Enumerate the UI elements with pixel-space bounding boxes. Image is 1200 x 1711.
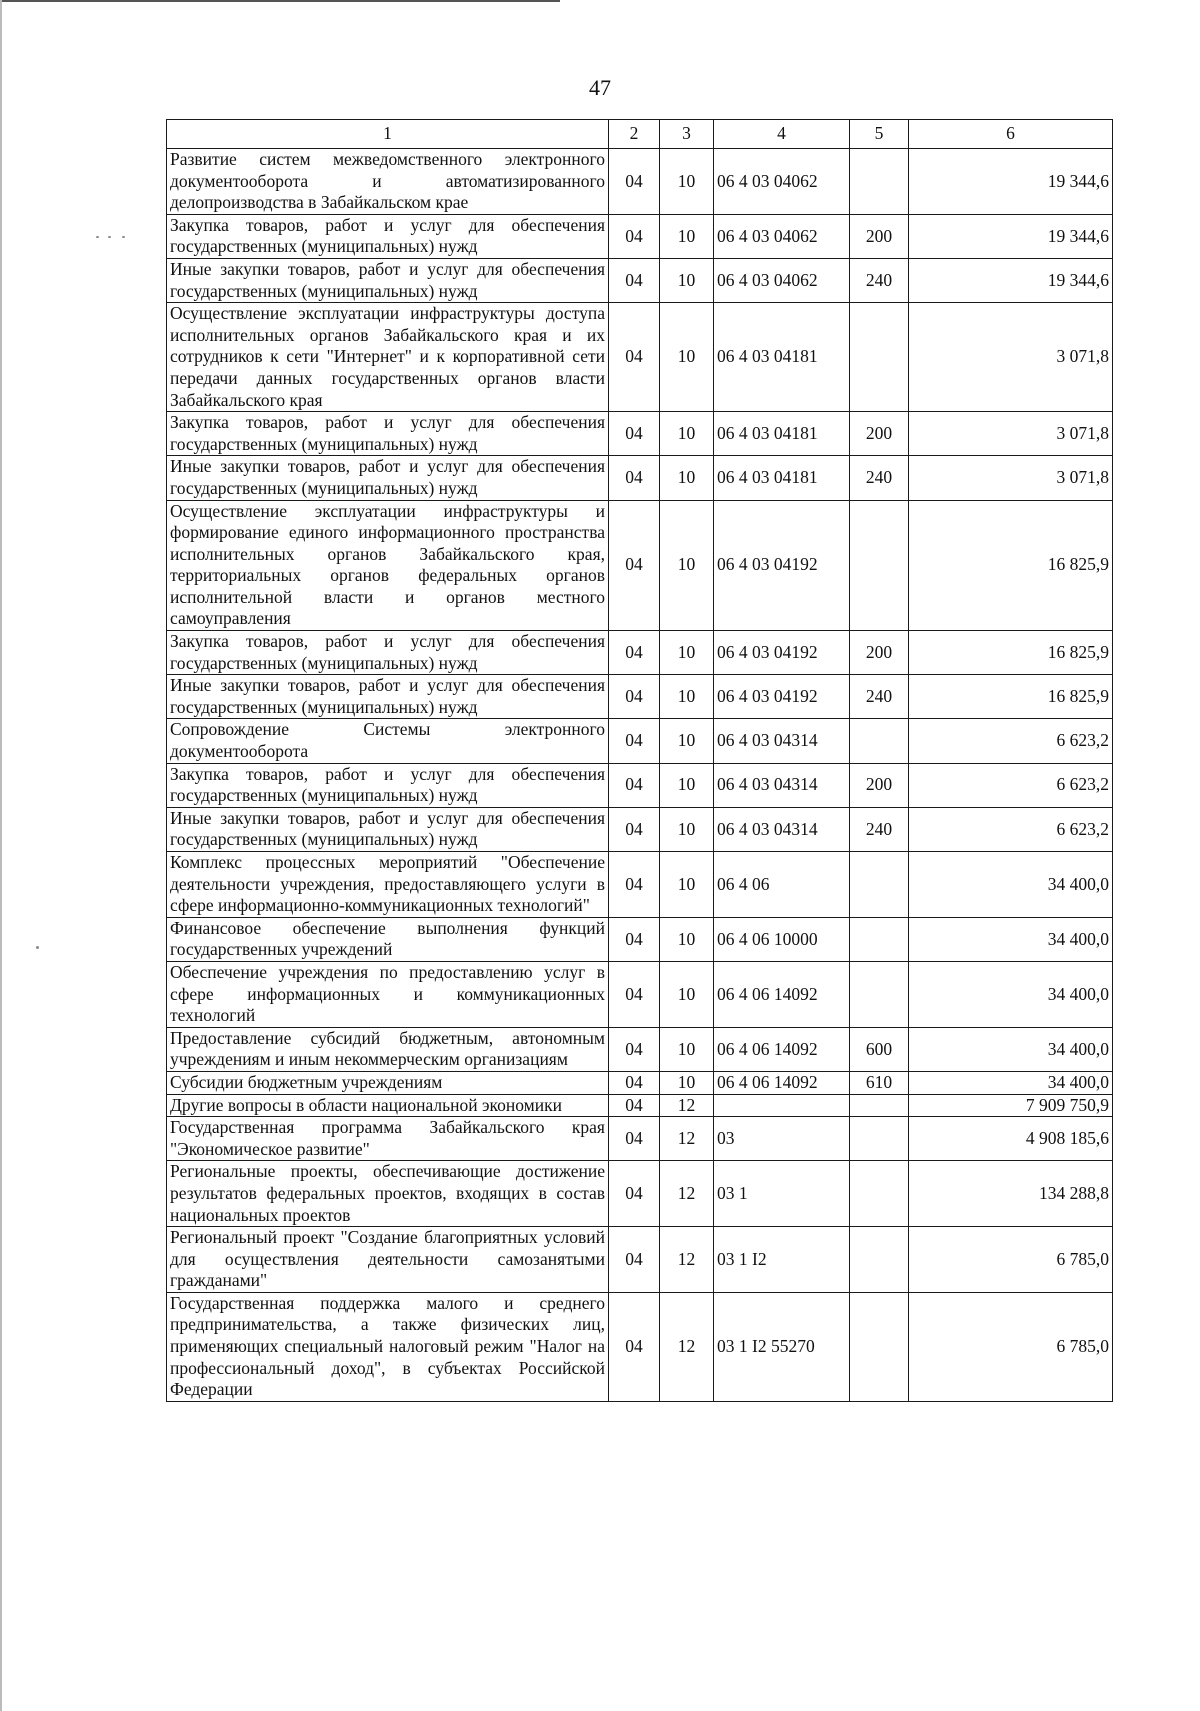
subsection-code: 12 [660,1117,714,1161]
row-description: Финансовое обеспечение выполнения функций государственных учреждений [167,917,609,961]
row-description: Осуществление эксплуатации инфраструктуры доступа исполнительных органов Забайкальского края и их сотрудников к сети "Интернет" и к корпоративной сети передачи данных государственных органов власти Забайкальского края [167,303,609,412]
subsection-code: 10 [660,1071,714,1094]
table-row [167,1027,1113,1071]
table-row [167,807,1113,851]
subsection-code: 10 [660,807,714,851]
expense-type-code [850,917,909,961]
section-code: 04 [609,258,660,302]
expense-type-code [850,852,909,918]
table-row [167,961,1113,1027]
target-article-code: 06 4 03 04314 [714,763,850,807]
subsection-code: 10 [660,1027,714,1071]
subsection-code: 12 [660,1094,714,1117]
amount: 16 825,9 [909,675,1113,719]
section-code: 04 [609,149,660,215]
column-header: 4 [714,120,850,149]
table-row [167,1071,1113,1094]
row-description: Иные закупки товаров, работ и услуг для обеспечения государственных (муниципальных) нужд [167,258,609,302]
subsection-code: 12 [660,1227,714,1293]
subsection-code: 10 [660,763,714,807]
row-description: Осуществление эксплуатации инфраструктуры и формирование единого информационного пространства исполнительных органов Забайкальского края, территориальных органов федеральных органов исполнительной власти и органов местного самоуправления [167,500,609,631]
expense-type-code [850,149,909,215]
table-row [167,149,1113,215]
subsection-code: 10 [660,214,714,258]
amount: 3 071,8 [909,303,1113,412]
target-article-code: 06 4 03 04181 [714,303,850,412]
expense-type-code: 200 [850,631,909,675]
subsection-code: 10 [660,456,714,500]
section-code: 04 [609,303,660,412]
subsection-code: 10 [660,719,714,763]
section-code: 04 [609,1117,660,1161]
scan-speck [122,236,125,238]
row-description: Предоставление субсидий бюджетным, автономным учреждениям и иным некоммерческим организациям [167,1027,609,1071]
target-article-code: 06 4 03 04062 [714,258,850,302]
section-code: 04 [609,412,660,456]
target-article-code: 06 4 03 04314 [714,719,850,763]
table-row [167,852,1113,918]
page-number: 47 [589,75,611,100]
table-row [167,1227,1113,1293]
target-article-code: 03 1 I2 55270 [714,1292,850,1401]
expense-type-code [850,1292,909,1401]
subsection-code: 10 [660,961,714,1027]
section-code: 04 [609,1292,660,1401]
table-row [167,631,1113,675]
table-row [167,675,1113,719]
table-row [167,917,1113,961]
row-description: Региональные проекты, обеспечивающие достижение результатов федеральных проектов, входящих в состав национальных проектов [167,1161,609,1227]
row-description: Государственная программа Забайкальского края "Экономическое развитие" [167,1117,609,1161]
subsection-code: 10 [660,412,714,456]
section-code: 04 [609,763,660,807]
amount: 6 623,2 [909,719,1113,763]
target-article-code: 06 4 03 04192 [714,631,850,675]
subsection-code: 12 [660,1292,714,1401]
amount: 3 071,8 [909,456,1113,500]
expense-type-code [850,303,909,412]
scan-edge-line [0,0,560,2]
column-header: 6 [909,120,1113,149]
target-article-code: 06 4 06 10000 [714,917,850,961]
table-row [167,214,1113,258]
target-article-code: 06 4 06 14092 [714,1071,850,1094]
target-article-code: 03 1 I2 [714,1227,850,1293]
row-description: Закупка товаров, работ и услуг для обеспечения государственных (муниципальных) нужд [167,214,609,258]
row-description: Другие вопросы в области национальной экономики [167,1094,609,1117]
amount: 6 785,0 [909,1292,1113,1401]
row-description: Региональный проект "Создание благоприятных условий для осуществления деятельности самозанятыми гражданами" [167,1227,609,1293]
expense-type-code: 200 [850,214,909,258]
section-code: 04 [609,1161,660,1227]
column-header: 3 [660,120,714,149]
target-article-code: 06 4 06 [714,852,850,918]
expense-type-code [850,961,909,1027]
table-header-row [167,120,1113,149]
row-description: Закупка товаров, работ и услуг для обеспечения государственных (муниципальных) нужд [167,412,609,456]
row-description: Иные закупки товаров, работ и услуг для обеспечения государственных (муниципальных) нужд [167,456,609,500]
section-code: 04 [609,1027,660,1071]
expense-type-code: 600 [850,1027,909,1071]
table-row [167,412,1113,456]
amount: 7 909 750,9 [909,1094,1113,1117]
expense-type-code: 610 [850,1071,909,1094]
table-row [167,763,1113,807]
scan-speck [36,946,39,949]
row-description: Комплекс процессных мероприятий "Обеспечение деятельности учреждения, предоставляющего услуги в сфере информационно-коммуникационных технологий" [167,852,609,918]
amount: 34 400,0 [909,1027,1113,1071]
subsection-code: 12 [660,1161,714,1227]
expense-type-code: 240 [850,807,909,851]
expense-type-code [850,1117,909,1161]
section-code: 04 [609,675,660,719]
expense-type-code: 240 [850,258,909,302]
scan-speck [108,236,111,238]
table-row [167,258,1113,302]
row-description: Иные закупки товаров, работ и услуг для обеспечения государственных (муниципальных) нужд [167,807,609,851]
target-article-code: 06 4 03 04181 [714,456,850,500]
target-article-code: 06 4 03 04192 [714,675,850,719]
row-description: Иные закупки товаров, работ и услуг для обеспечения государственных (муниципальных) нужд [167,675,609,719]
amount: 6 623,2 [909,763,1113,807]
row-description: Государственная поддержка малого и среднего предпринимательства, а также физических лиц, применяющих специальный налоговый режим "Налог на профессиональный доход", в субъектах Российской Федерации [167,1292,609,1401]
amount: 16 825,9 [909,631,1113,675]
target-article-code: 06 4 03 04181 [714,412,850,456]
amount: 16 825,9 [909,500,1113,631]
section-code: 04 [609,1071,660,1094]
target-article-code: 06 4 06 14092 [714,961,850,1027]
row-description: Сопровождение Системы электронного документооборота [167,719,609,763]
subsection-code: 10 [660,631,714,675]
amount: 19 344,6 [909,258,1113,302]
table-row [167,1094,1113,1117]
amount: 19 344,6 [909,149,1113,215]
section-code: 04 [609,807,660,851]
amount: 4 908 185,6 [909,1117,1113,1161]
subsection-code: 10 [660,149,714,215]
table-row [167,719,1113,763]
table-row [167,1161,1113,1227]
amount: 6 623,2 [909,807,1113,851]
section-code: 04 [609,500,660,631]
row-description: Закупка товаров, работ и услуг для обеспечения государственных (муниципальных) нужд [167,631,609,675]
subsection-code: 10 [660,852,714,918]
table-row [167,303,1113,412]
target-article-code: 06 4 03 04314 [714,807,850,851]
expense-type-code: 240 [850,456,909,500]
subsection-code: 10 [660,303,714,412]
subsection-code: 10 [660,258,714,302]
subsection-code: 10 [660,917,714,961]
section-code: 04 [609,456,660,500]
scan-left-edge [0,0,2,1711]
target-article-code [714,1094,850,1117]
expense-type-code: 200 [850,763,909,807]
table-row [167,1292,1113,1401]
column-header: 5 [850,120,909,149]
column-header: 1 [167,120,609,149]
row-description: Субсидии бюджетным учреждениям [167,1071,609,1094]
target-article-code: 06 4 03 04062 [714,149,850,215]
target-article-code: 03 1 [714,1161,850,1227]
target-article-code: 06 4 03 04062 [714,214,850,258]
section-code: 04 [609,214,660,258]
expense-type-code: 200 [850,412,909,456]
section-code: 04 [609,852,660,918]
row-description: Закупка товаров, работ и услуг для обеспечения государственных (муниципальных) нужд [167,763,609,807]
amount: 6 785,0 [909,1227,1113,1293]
scan-speck [96,236,99,238]
table-row [167,1117,1113,1161]
amount: 34 400,0 [909,1071,1113,1094]
budget-table [166,119,1113,1402]
row-description: Развитие систем межведомственного электронного документооборота и автоматизированного делопроизводства в Забайкальском крае [167,149,609,215]
row-description: Обеспечение учреждения по предоставлению услуг в сфере информационных и коммуникационных технологий [167,961,609,1027]
table-row [167,456,1113,500]
amount: 134 288,8 [909,1161,1113,1227]
expense-type-code [850,1161,909,1227]
expense-type-code [850,1094,909,1117]
expense-type-code: 240 [850,675,909,719]
section-code: 04 [609,1227,660,1293]
expense-type-code [850,1227,909,1293]
subsection-code: 10 [660,675,714,719]
table-row [167,500,1113,631]
target-article-code: 06 4 03 04192 [714,500,850,631]
section-code: 04 [609,719,660,763]
amount: 34 400,0 [909,852,1113,918]
section-code: 04 [609,917,660,961]
section-code: 04 [609,1094,660,1117]
section-code: 04 [609,631,660,675]
amount: 34 400,0 [909,917,1113,961]
amount: 19 344,6 [909,214,1113,258]
expense-type-code [850,719,909,763]
section-code: 04 [609,961,660,1027]
subsection-code: 10 [660,500,714,631]
column-header: 2 [609,120,660,149]
amount: 3 071,8 [909,412,1113,456]
target-article-code: 03 [714,1117,850,1161]
target-article-code: 06 4 06 14092 [714,1027,850,1071]
amount: 34 400,0 [909,961,1113,1027]
expense-type-code [850,500,909,631]
